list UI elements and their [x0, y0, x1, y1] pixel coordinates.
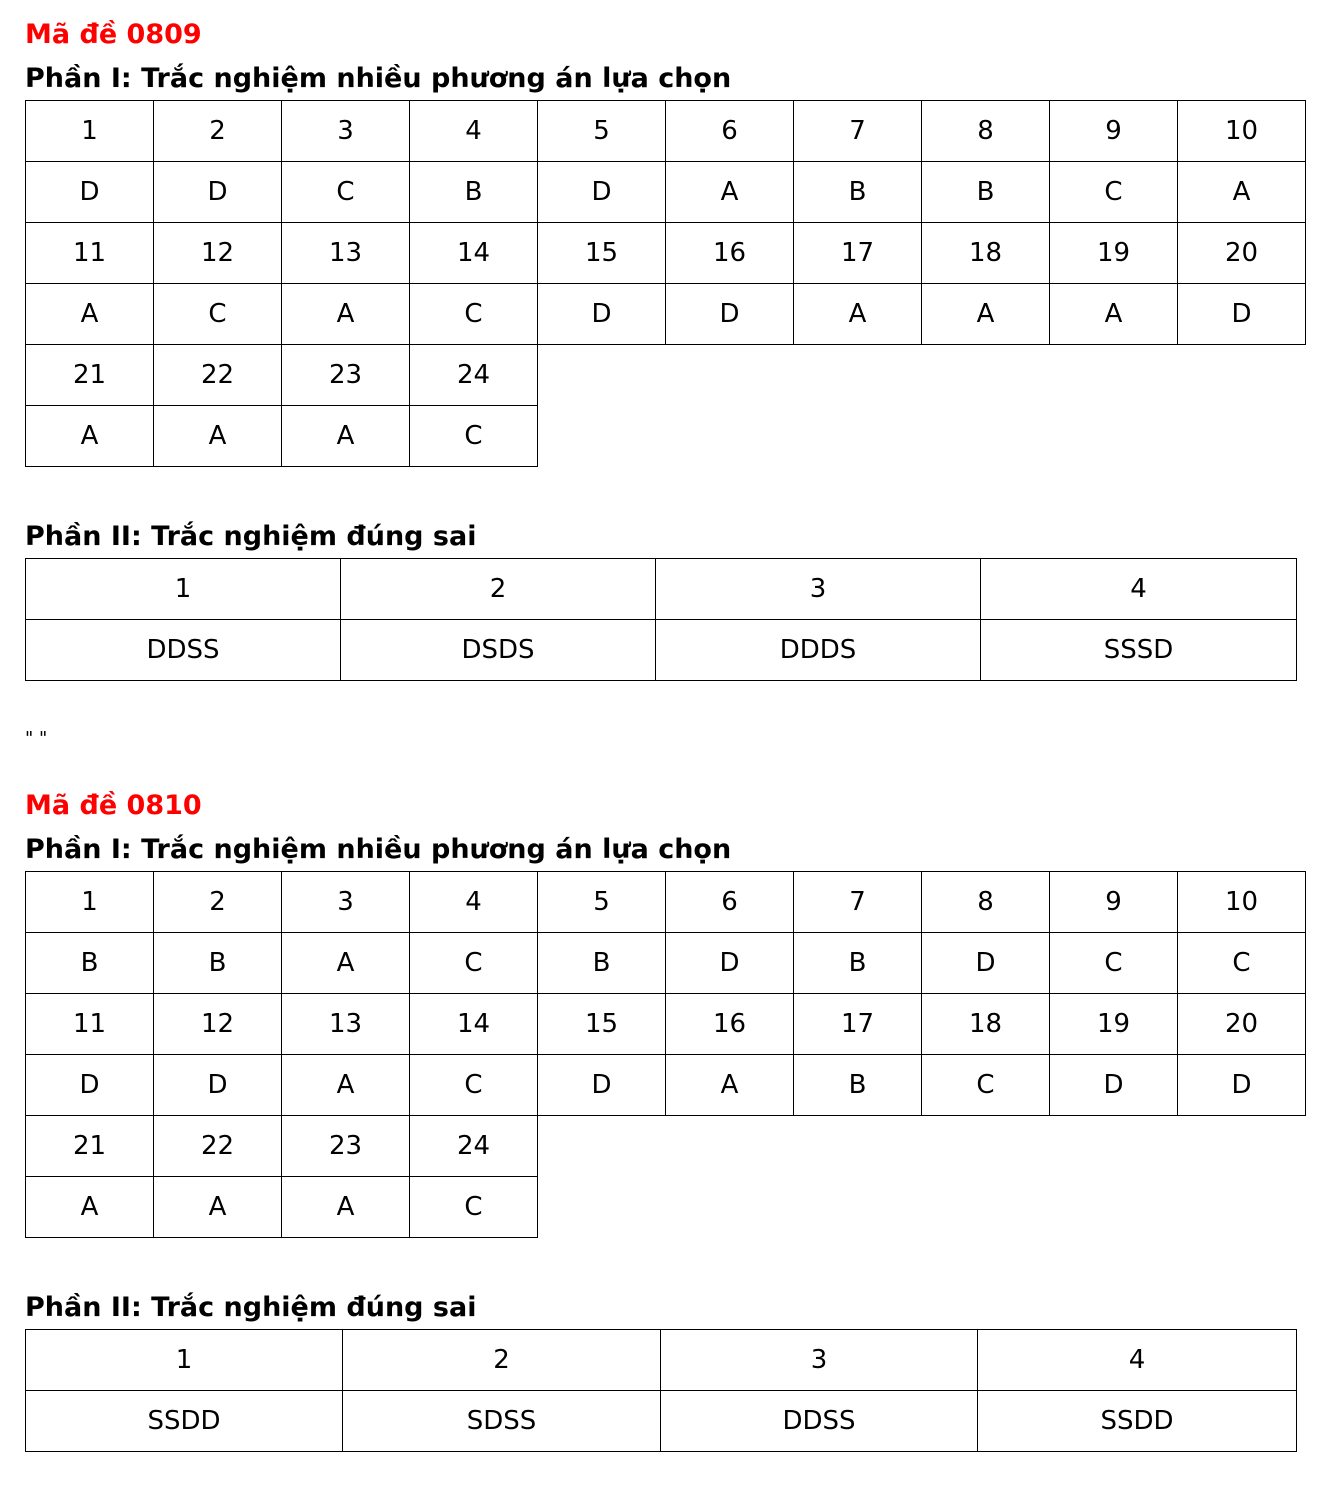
- answer-cell: D: [1178, 284, 1306, 345]
- question-number-cell: 10: [1178, 872, 1306, 933]
- answer-cell: C: [922, 1055, 1050, 1116]
- answer-cell: B: [26, 933, 154, 994]
- true-false-answer-cell: SSDD: [978, 1391, 1297, 1452]
- answer-cell: B: [410, 162, 538, 223]
- statement-number-cell: 3: [656, 559, 981, 620]
- answer-cell: C: [410, 1177, 538, 1238]
- question-number-cell: 3: [282, 872, 410, 933]
- answer-cell: C: [410, 933, 538, 994]
- answer-cell: D: [666, 284, 794, 345]
- answer-row: [26, 1177, 1306, 1238]
- true-false-answer-cell: SSSD: [981, 620, 1297, 681]
- empty-cell: [794, 406, 922, 467]
- empty-cell: [538, 1116, 666, 1177]
- empty-cell: [538, 1177, 666, 1238]
- answer-cell: C: [282, 162, 410, 223]
- question-number-cell: 19: [1050, 994, 1178, 1055]
- question-number-cell: 10: [1178, 101, 1306, 162]
- answer-row: [26, 406, 1306, 467]
- answer-cell: A: [666, 1055, 794, 1116]
- empty-cell: [666, 1177, 794, 1238]
- question-number-cell: 15: [538, 994, 666, 1055]
- part2-title: Phần II: Trắc nghiệm đúng sai: [25, 1292, 477, 1323]
- answer-cell: C: [410, 284, 538, 345]
- question-number-cell: 13: [282, 994, 410, 1055]
- question-number-cell: 14: [410, 223, 538, 284]
- empty-cell: [922, 345, 1050, 406]
- separator-text: " ": [25, 728, 48, 749]
- answer-row: [26, 933, 1306, 994]
- part2-title: Phần II: Trắc nghiệm đúng sai: [25, 521, 477, 552]
- answer-cell: B: [794, 162, 922, 223]
- question-number-cell: 6: [666, 872, 794, 933]
- question-number-cell: 23: [282, 345, 410, 406]
- true-false-answer-row: [26, 1391, 1297, 1452]
- empty-cell: [666, 1116, 794, 1177]
- question-number-cell: 12: [154, 994, 282, 1055]
- question-number-cell: 3: [282, 101, 410, 162]
- question-number-cell: 24: [410, 345, 538, 406]
- answer-cell: A: [26, 1177, 154, 1238]
- statement-number-cell: 2: [343, 1330, 661, 1391]
- part1-title: Phần I: Trắc nghiệm nhiều phương án lựa chọn: [25, 63, 732, 94]
- empty-cell: [538, 406, 666, 467]
- part1-answer-table: [25, 100, 1306, 467]
- empty-cell: [1178, 406, 1306, 467]
- statement-number-cell: 1: [26, 1330, 343, 1391]
- empty-cell: [1050, 345, 1178, 406]
- question-number-cell: 5: [538, 101, 666, 162]
- answer-cell: A: [1178, 162, 1306, 223]
- answer-cell: C: [154, 284, 282, 345]
- answer-cell: D: [1178, 1055, 1306, 1116]
- empty-cell: [922, 406, 1050, 467]
- answer-cell: A: [26, 284, 154, 345]
- question-number-row: [26, 223, 1306, 284]
- question-number-cell: 14: [410, 994, 538, 1055]
- answer-cell: A: [1050, 284, 1178, 345]
- exam-code: Mã đề 0809: [25, 19, 202, 50]
- question-number-row: [26, 101, 1306, 162]
- question-number-cell: 20: [1178, 223, 1306, 284]
- answer-cell: D: [1050, 1055, 1178, 1116]
- question-number-cell: 24: [410, 1116, 538, 1177]
- statement-number-cell: 1: [26, 559, 341, 620]
- answer-cell: D: [666, 933, 794, 994]
- part1-title: Phần I: Trắc nghiệm nhiều phương án lựa chọn: [25, 834, 732, 865]
- answer-cell: D: [154, 1055, 282, 1116]
- answer-cell: C: [410, 406, 538, 467]
- true-false-answer-cell: DSDS: [341, 620, 656, 681]
- answer-cell: B: [922, 162, 1050, 223]
- question-number-row: [26, 345, 1306, 406]
- question-number-cell: 18: [922, 223, 1050, 284]
- answer-row: [26, 284, 1306, 345]
- true-false-answer-cell: SDSS: [343, 1391, 661, 1452]
- question-number-cell: 9: [1050, 872, 1178, 933]
- question-number-cell: 16: [666, 223, 794, 284]
- empty-cell: [1050, 1177, 1178, 1238]
- part2-answer-table: [25, 558, 1297, 681]
- empty-cell: [922, 1116, 1050, 1177]
- answer-cell: A: [154, 1177, 282, 1238]
- question-number-cell: 11: [26, 223, 154, 284]
- question-number-cell: 22: [154, 1116, 282, 1177]
- question-number-row: [26, 994, 1306, 1055]
- question-number-cell: 4: [410, 872, 538, 933]
- empty-cell: [1178, 1116, 1306, 1177]
- answer-row: [26, 1055, 1306, 1116]
- question-number-cell: 21: [26, 345, 154, 406]
- answer-row: [26, 162, 1306, 223]
- question-number-row: [26, 1116, 1306, 1177]
- question-number-cell: 9: [1050, 101, 1178, 162]
- question-number-cell: 8: [922, 101, 1050, 162]
- part2-answer-table: [25, 1329, 1297, 1452]
- answer-cell: D: [26, 162, 154, 223]
- question-number-cell: 2: [154, 101, 282, 162]
- answer-cell: B: [154, 933, 282, 994]
- statement-number-cell: 2: [341, 559, 656, 620]
- answer-cell: D: [538, 284, 666, 345]
- question-number-cell: 22: [154, 345, 282, 406]
- exam-code: Mã đề 0810: [25, 790, 202, 821]
- answer-cell: B: [794, 1055, 922, 1116]
- statement-number-cell: 4: [981, 559, 1297, 620]
- empty-cell: [666, 406, 794, 467]
- answer-cell: A: [26, 406, 154, 467]
- answer-cell: A: [282, 406, 410, 467]
- answer-cell: A: [282, 1177, 410, 1238]
- question-number-cell: 8: [922, 872, 1050, 933]
- answer-cell: A: [282, 933, 410, 994]
- question-number-cell: 20: [1178, 994, 1306, 1055]
- question-number-cell: 11: [26, 994, 154, 1055]
- answer-cell: C: [1178, 933, 1306, 994]
- question-number-cell: 15: [538, 223, 666, 284]
- answer-cell: A: [282, 284, 410, 345]
- empty-cell: [1050, 406, 1178, 467]
- empty-cell: [794, 1116, 922, 1177]
- question-number-cell: 17: [794, 223, 922, 284]
- question-number-cell: 1: [26, 101, 154, 162]
- empty-cell: [1178, 345, 1306, 406]
- question-number-cell: 19: [1050, 223, 1178, 284]
- question-number-cell: 17: [794, 994, 922, 1055]
- empty-cell: [794, 345, 922, 406]
- answer-cell: C: [1050, 933, 1178, 994]
- empty-cell: [538, 345, 666, 406]
- question-number-cell: 4: [410, 101, 538, 162]
- statement-number-cell: 3: [661, 1330, 978, 1391]
- question-number-cell: 5: [538, 872, 666, 933]
- true-false-answer-cell: DDDS: [656, 620, 981, 681]
- empty-cell: [1178, 1177, 1306, 1238]
- statement-number-row: [26, 559, 1297, 620]
- part1-answer-table: [25, 871, 1306, 1238]
- answer-cell: C: [1050, 162, 1178, 223]
- true-false-answer-cell: SSDD: [26, 1391, 343, 1452]
- answer-cell: D: [538, 1055, 666, 1116]
- empty-cell: [794, 1177, 922, 1238]
- true-false-answer-cell: DDSS: [26, 620, 341, 681]
- answer-cell: C: [410, 1055, 538, 1116]
- true-false-answer-cell: DDSS: [661, 1391, 978, 1452]
- empty-cell: [922, 1177, 1050, 1238]
- question-number-cell: 13: [282, 223, 410, 284]
- question-number-cell: 21: [26, 1116, 154, 1177]
- true-false-answer-row: [26, 620, 1297, 681]
- statement-number-row: [26, 1330, 1297, 1391]
- question-number-cell: 6: [666, 101, 794, 162]
- answer-cell: D: [154, 162, 282, 223]
- empty-cell: [666, 345, 794, 406]
- answer-cell: A: [666, 162, 794, 223]
- answer-cell: A: [922, 284, 1050, 345]
- question-number-cell: 16: [666, 994, 794, 1055]
- question-number-row: [26, 872, 1306, 933]
- answer-cell: B: [794, 933, 922, 994]
- question-number-cell: 23: [282, 1116, 410, 1177]
- statement-number-cell: 4: [978, 1330, 1297, 1391]
- question-number-cell: 7: [794, 101, 922, 162]
- answer-cell: A: [794, 284, 922, 345]
- answer-cell: B: [538, 933, 666, 994]
- answer-cell: D: [26, 1055, 154, 1116]
- question-number-cell: 12: [154, 223, 282, 284]
- question-number-cell: 7: [794, 872, 922, 933]
- answer-cell: D: [922, 933, 1050, 994]
- question-number-cell: 18: [922, 994, 1050, 1055]
- answer-cell: D: [538, 162, 666, 223]
- question-number-cell: 2: [154, 872, 282, 933]
- answer-cell: A: [154, 406, 282, 467]
- question-number-cell: 1: [26, 872, 154, 933]
- empty-cell: [1050, 1116, 1178, 1177]
- answer-cell: A: [282, 1055, 410, 1116]
